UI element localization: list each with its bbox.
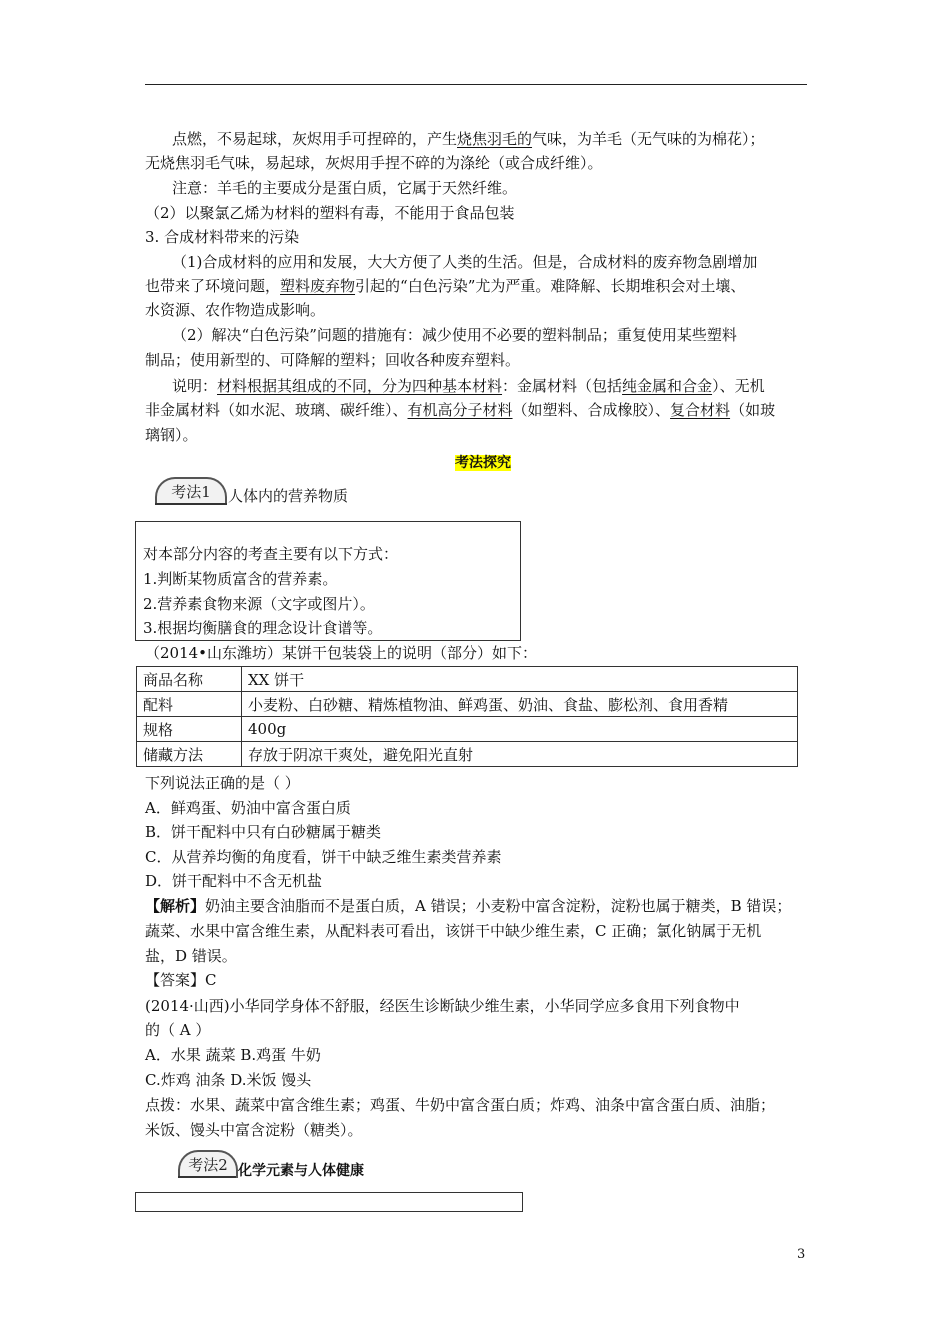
text-line: 也带来了环境问题，塑料废弃物引起的“白色污染”尤为严重。难降解、长期堆积会对土壤、 (145, 277, 746, 295)
table-row (137, 742, 798, 767)
underlined-text: 材料根据其组成的不同，分为四种基本材料 (217, 377, 503, 395)
box-line: 2.营养素食物来源（文字或图片）。 (143, 595, 375, 613)
analysis-line: 蔬菜、水果中富含维生素，从配料表可看出，该饼干中缺少维生素，C 正确；氯化钠属于无机 (145, 922, 762, 940)
badge-underline (178, 1176, 236, 1178)
option-a: A．鲜鸡蛋、奶油中富含蛋白质 (145, 799, 351, 817)
hint-line: 点拨：水果、蔬菜中富含维生素；鸡蛋、牛奶中富含蛋白质；炸鸡、油条中富含蛋白质、油脂； (145, 1096, 776, 1114)
text-line: （2）解决“白色污染”问题的措施有：减少使用不必要的塑料制品；重复使用某些塑料 (172, 326, 737, 344)
table-cell: XX 饼干 (242, 667, 798, 692)
underlined-text: 纯金属和合金 (622, 377, 713, 395)
text-line: 点燃，不易起球，灰烬用手可捏碎的，产生烧焦羽毛的气味，为羊毛（无气味的为棉花）； (172, 130, 765, 148)
option-d: D．饼干配料中不含无机盐 (145, 872, 323, 890)
hint-line: 米饭、馒头中富含淀粉（糖类）。 (145, 1121, 363, 1139)
analysis-line: 盐，D 错误。 (145, 947, 237, 965)
box-line: 3.根据均衡膳食的理念设计食谱等。 (143, 619, 383, 637)
table-row (137, 692, 798, 717)
text-line: 注意：羊毛的主要成分是蛋白质，它属于天然纤维。 (172, 179, 518, 197)
text-line: 无烧焦羽毛气味，易起球，灰烬用手捏不碎的为涤纶（或合成纤维）。 (145, 154, 603, 172)
text-line: 制品；使用新型的、可降解的塑料；回收各种废弃塑料。 (145, 351, 521, 369)
section-heading: 考法探究 (455, 455, 511, 471)
underlined-text: 有机高分子材料 (407, 401, 513, 419)
question-stem: (2014·山西)小华同学身体不舒服，经医生诊断缺少维生素，小华同学应多食用下列食物中 (145, 997, 740, 1015)
text-line: 说明：材料根据其组成的不同，分为四种基本材料：金属材料（包括纯金属和合金）、无机 (172, 377, 765, 395)
text-line: 璃钢）。 (145, 426, 198, 444)
kaofa1-badge: 考法1 (155, 477, 227, 505)
table-cell: 商品名称 (137, 667, 242, 692)
kaofa2-badge: 考法2 (178, 1150, 238, 1178)
table-cell: 400g (242, 717, 798, 742)
table-cell: 储藏方法 (137, 742, 242, 767)
options-row: C.炸鸡 油条 D.米饭 馒头 (145, 1071, 312, 1089)
answer-line: 【答案】C (145, 971, 217, 989)
table-row (137, 717, 798, 742)
option-c: C．从营养均衡的角度看，饼干中缺乏维生素类营养素 (145, 848, 502, 866)
table-row (137, 667, 798, 692)
section-subtitle: 3. 合成材料带来的污染 (145, 228, 300, 246)
page-number: 3 (797, 1247, 806, 1262)
box-line: 1.判断某物质富含的营养素。 (143, 570, 338, 588)
question-stem: 的（ A ） (145, 1021, 211, 1039)
table-cell: 小麦粉、白砂糖、精炼植物油、鲜鸡蛋、奶油、食盐、膨松剂、食用香精 (242, 692, 798, 717)
header-rule (145, 84, 807, 85)
analysis-line: 【解析】奶油主要含油脂而不是蛋白质，A 错误；小麦粉中富含淀粉，淀粉也属于糖类，B 错误； (145, 897, 792, 915)
question-intro: （2014•山东潍坊）某饼干包装袋上的说明（部分）如下： (145, 644, 538, 662)
badge-underline (155, 503, 227, 505)
underlined-text: 烧焦羽毛的 (457, 130, 533, 148)
table-cell: 存放于阴凉干爽处，避免阳光直射 (242, 742, 798, 767)
table-cell: 配料 (137, 692, 242, 717)
options-row: A．水果 蔬菜 B.鸡蛋 牛奶 (145, 1046, 321, 1064)
text-line: 非金属材料（如水泥、玻璃、碳纤维）、有机高分子材料（如塑料、合成橡胶）、复合材料（如玻 (145, 401, 776, 419)
box-line: 对本部分内容的考查主要有以下方式： (143, 545, 399, 563)
option-b: B．饼干配料中只有白砂糖属于糖类 (145, 823, 382, 841)
exam-focus-box (135, 1192, 523, 1212)
table-cell: 规格 (137, 717, 242, 742)
underlined-text: 复合材料 (670, 401, 731, 419)
text-line: （2）以聚氯乙烯为材料的塑料有毒，不能用于食品包装 (145, 204, 515, 222)
analysis-label: 【解析】 (145, 897, 206, 915)
kaofa2-title: 化学元素与人体健康 (238, 1163, 364, 1179)
question-stem: 下列说法正确的是（ ） (145, 774, 300, 792)
text-line: （1)合成材料的应用和发展，大大方便了人类的生活。但是，合成材料的废弃物急剧增加 (172, 253, 758, 271)
product-spec-table (136, 666, 798, 767)
kaofa1-title: 人体内的营养物质 (228, 487, 349, 505)
underlined-text: 塑料废弃物 (280, 277, 356, 295)
text-line: 水资源、农作物造成影响。 (145, 301, 326, 319)
